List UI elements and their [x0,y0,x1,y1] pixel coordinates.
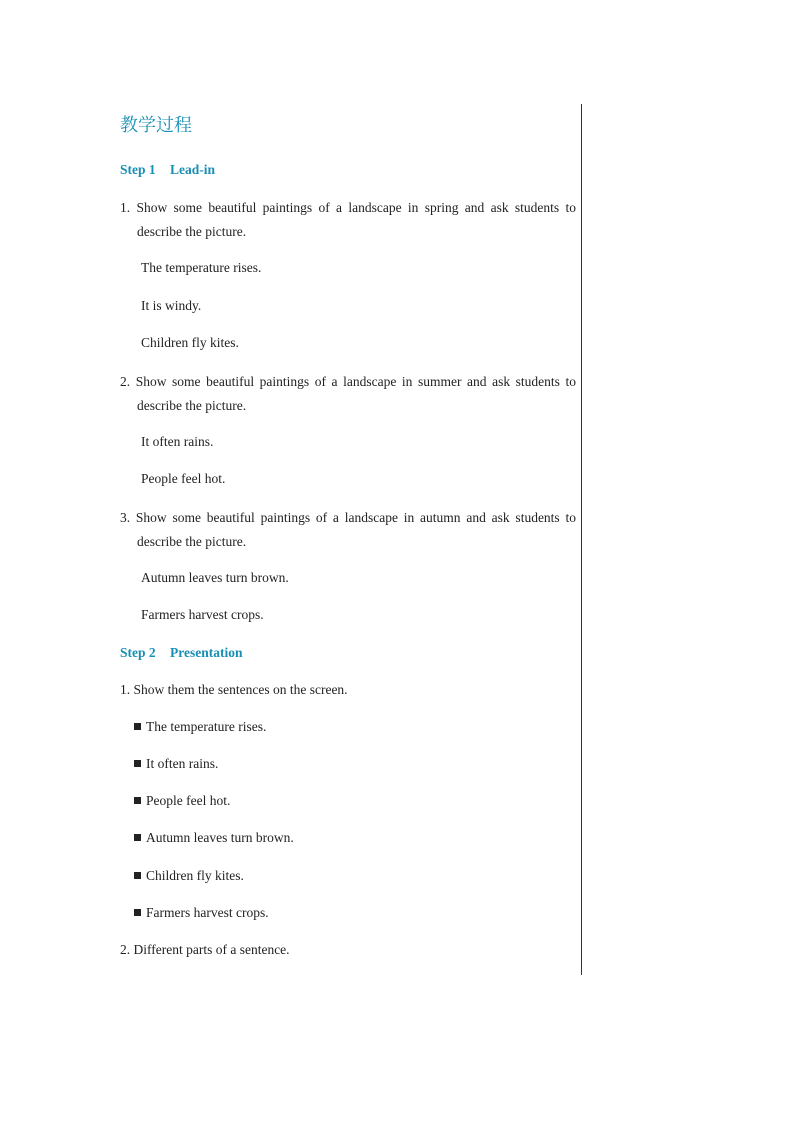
step1-item-1: 1. Show some beautiful paintings of a landscape in spring and ask students to describe the picture. [120,200,576,239]
example-sentence: The temperature rises. [141,260,262,275]
bullet-item [120,790,576,812]
square-bullet-icon [134,872,141,879]
example-sentence: Children fly kites. [141,335,239,350]
page-title: 教学过程 [120,115,192,136]
lesson-content [120,114,576,976]
example-sentence: It often rains. [141,433,214,449]
step2-number: Step 2 [120,644,156,660]
bullet-text: It often rains. [146,755,219,771]
example-sentence: It is windy. [141,297,202,313]
bullet-text: The temperature rises. [146,718,267,734]
square-bullet-icon [134,909,141,916]
example-sentence: Farmers harvest crops. [141,607,264,622]
bullet-item [120,753,576,775]
bullet-item [120,827,576,849]
step2-item-2: 2. Different parts of a sentence. [120,942,290,958]
bullet-item [120,865,576,887]
example-sentence: Autumn leaves turn brown. [141,569,289,585]
step1-heading [120,159,576,181]
step1-number: Step 1 [120,162,156,177]
bullet-text: Children fly kites. [146,867,244,883]
table-border-line [581,104,582,975]
example-sentence: People feel hot. [141,471,226,486]
step1-item-2: 2. Show some beautiful paintings of a landscape in summer and ask students to describe the picture. [120,373,576,413]
bullet-item [120,716,576,738]
step1-label: Lead-in [170,162,216,177]
bullet-item [120,902,576,924]
bullet-text: Autumn leaves turn brown. [146,830,294,846]
step2-heading [120,642,576,664]
bullet-text: People feel hot. [146,793,231,809]
square-bullet-icon [134,797,141,804]
square-bullet-icon [134,760,141,767]
step2-label: Presentation [170,644,243,660]
bullet-text: Farmers harvest crops. [146,904,269,920]
step2-item-1: 1. Show them the sentences on the screen. [120,681,348,697]
square-bullet-icon [134,834,141,841]
step1-item-3: 3. Show some beautiful paintings of a landscape in autumn and ask students to describe the picture. [120,509,576,549]
square-bullet-icon [134,723,141,730]
